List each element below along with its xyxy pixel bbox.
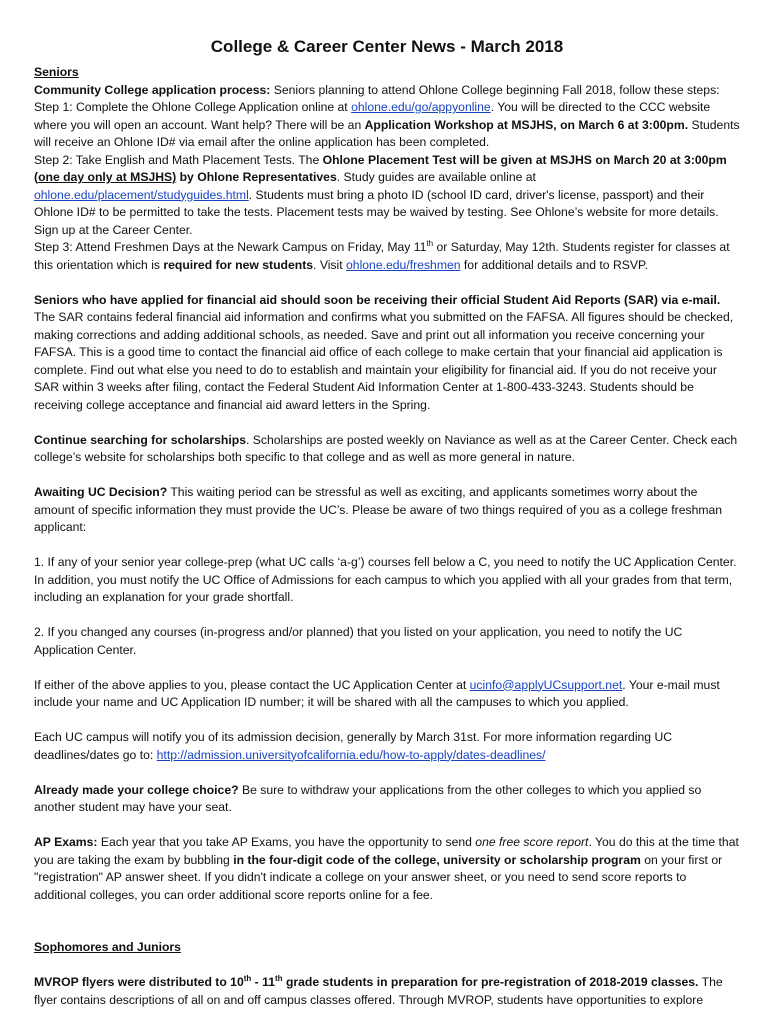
- seniors-heading: Seniors: [34, 65, 79, 79]
- uc-notify-paragraph: [34, 729, 740, 764]
- uc-decision-paragraph: [34, 484, 740, 537]
- mvrop-lead: [34, 975, 698, 989]
- uc-lead: Awaiting UC Decision?: [34, 485, 168, 499]
- uc-contact-paragraph: [34, 677, 740, 712]
- financial-aid-paragraph: [34, 292, 740, 415]
- sch-lead: Continue searching for scholarships: [34, 432, 246, 447]
- cc-intro: Seniors planning to attend Ohlone College beginning Fall 2018, follow these steps:: [270, 82, 720, 97]
- ap-free-report: one free score report: [475, 835, 589, 849]
- cc-lead: Community College application process:: [34, 82, 271, 97]
- step2-bold-1: Ohlone Placement Test will be given at MSJHS on March 20 at 3:00pm (: [34, 152, 727, 184]
- mvrop-bold-c: grade students in preparation for pre-registration of 2018-2019 classes.: [282, 975, 699, 989]
- uc-deadlines-link[interactable]: http://admission.universityofcalifornia.edu/how-to-apply/dates-deadlines/: [156, 747, 546, 762]
- ap-a: Each year that you take AP Exams, you have the opportunity to send: [97, 835, 476, 849]
- mvrop-sup-2: th: [275, 973, 283, 983]
- step2-text-c: . Students must bring a photo ID (school ID card, driver's license, passport) and their Ohlone ID# to be permitted to take the tests. Placement tests may be waived by testing. See Ohlone’s website for more details. Sign up at the Career Center.: [34, 187, 719, 237]
- uc-email-link[interactable]: ucinfo@applyUCsupport.net: [469, 677, 623, 692]
- mvrop-paragraph: [34, 974, 740, 1009]
- uc-item-1: 1. If any of your senior year college-prep (what UC calls ‘a-g’) courses fell below a C, you need to notify the UC Application Center. In addition, you must notify the UC Office of Admissions for each campus to which you applied with all your grades from that term, including an explanation for your grade shortfall.: [34, 555, 737, 604]
- uc-contact-a: If either of the above applies to you, please contact the UC Application Center at: [34, 677, 470, 692]
- step3-text: Step 3: Attend Freshmen Days at the Newark Campus on Friday, May 11: [34, 240, 427, 254]
- step1-workshop: Application Workshop at MSJHS, on March 6 at 3:00pm.: [364, 117, 689, 132]
- uc-body: This waiting period can be stressful as well as exciting, and applicants sometimes worry about the amount of specific information they must provide the UC’s. Please be aware of two things required of you as a college freshman applicant:: [34, 485, 723, 534]
- choice-body: Be sure to withdraw your applications from the other colleges to which you applied so another student may have your seat.: [34, 782, 702, 814]
- mvrop-bold-b: - 11: [251, 975, 276, 989]
- ohlone-apply-link[interactable]: ohlone.edu/go/appyonline: [351, 100, 491, 114]
- step3-text-b: or Saturday, May 12th. Students register for classes at this orientation which is: [34, 240, 730, 272]
- community-college-paragraph: [34, 82, 740, 275]
- step1-text-b: . You will be directed to the CCC website where you will open an account. Want help? There will be an: [34, 100, 711, 132]
- ap-exams-paragraph: [34, 834, 740, 904]
- uc-item-2: 2. If you changed any courses (in-progress and/or planned) that you listed on your application, you need to notify the UC Application Center.: [34, 625, 683, 657]
- ap-b: . You do this at the time that you are taking the exam by bubbling: [34, 835, 739, 867]
- study-guides-link[interactable]: ohlone.edu/placement/studyguides.html: [34, 187, 249, 202]
- college-choice-paragraph: [34, 782, 740, 817]
- uc-notify-a: Each UC campus will notify you of its admission decision, generally by March 31st. For more information regarding UC deadlines/dates go to:: [34, 730, 673, 762]
- newsletter-page: [34, 36, 740, 1009]
- mvrop-sup-1: th: [243, 973, 252, 983]
- choice-lead: Already made your college choice?: [34, 782, 239, 797]
- step3-required: required for new students: [163, 257, 314, 272]
- step3-sup: th: [426, 238, 434, 248]
- step2-text-b: . Study guides are available online at: [336, 170, 536, 184]
- sch-body: . Scholarships are posted weekly on Naviance as well as at the Career Center. Check each college’s website for scholarships both specific to that college and as well as more general in nature.: [34, 432, 738, 464]
- freshmen-link[interactable]: ohlone.edu/freshmen: [346, 257, 461, 272]
- page-title: College & Career Center News - March 2018: [210, 37, 564, 56]
- mvrop-body: The flyer contains descriptions of all on and off campus classes offered. Through MVROP, students have opportunities to explore: [34, 975, 723, 1007]
- fa-lead: Seniors who have applied for financial aid should soon be receiving their official Student Aid Reports (SAR) via e-mail.: [34, 292, 721, 307]
- step3-text-d: for additional details and to RSVP.: [460, 257, 648, 272]
- ap-four-digit-code: in the four-digit code of the college, university or scholarship program: [233, 852, 641, 867]
- uc-contact-b: . Your e-mail must include your name and UC Application ID number; it will be shared with all the campuses to which you applied.: [34, 677, 720, 709]
- step2-bold-2: by Ohlone Representatives: [176, 170, 337, 184]
- step2-one-day: one day only at MSJHS): [38, 170, 177, 184]
- sophomores-juniors-heading: Sophomores and Juniors: [34, 940, 181, 954]
- step1-text: Step 1: Complete the Ohlone College Application online at: [34, 100, 352, 114]
- ap-c: on your first or "registration" AP answer sheet. If you didn't indicate a college on your answer sheet, or you need to send score reports to additional colleges, you can order additional score reports online for a fee.: [34, 852, 723, 902]
- step3-text-c: . Visit: [313, 257, 347, 272]
- fa-body: The SAR contains federal financial aid information and confirms what you submitted on the FAFSA. All figures should be checked, making corrections and adding additional schools, as needed. Save and print out all information you receive concerning your FAFSA. This is a good time to contact the financial aid office of each college to make certain that your financial aid application is complete. Find out what else you need to do to establish and maintain your eligibility for financial aid. If you do not receive your SAR within 3 weeks after filing, contact the Federal Student Aid Information Center at 1-800-433-3243. Students should be receiving college acceptance and financial aid award letters in the Spring.: [34, 310, 734, 412]
- ap-lead: AP Exams:: [34, 835, 98, 849]
- step2-text: Step 2: Take English and Math Placement Tests. The: [34, 152, 323, 167]
- mvrop-bold-a: MVROP flyers were distributed to 10: [34, 975, 244, 989]
- step1-text-c: Students will receive an Ohlone ID# via email after the online application has been completed.: [34, 117, 740, 149]
- scholarships-paragraph: [34, 432, 740, 467]
